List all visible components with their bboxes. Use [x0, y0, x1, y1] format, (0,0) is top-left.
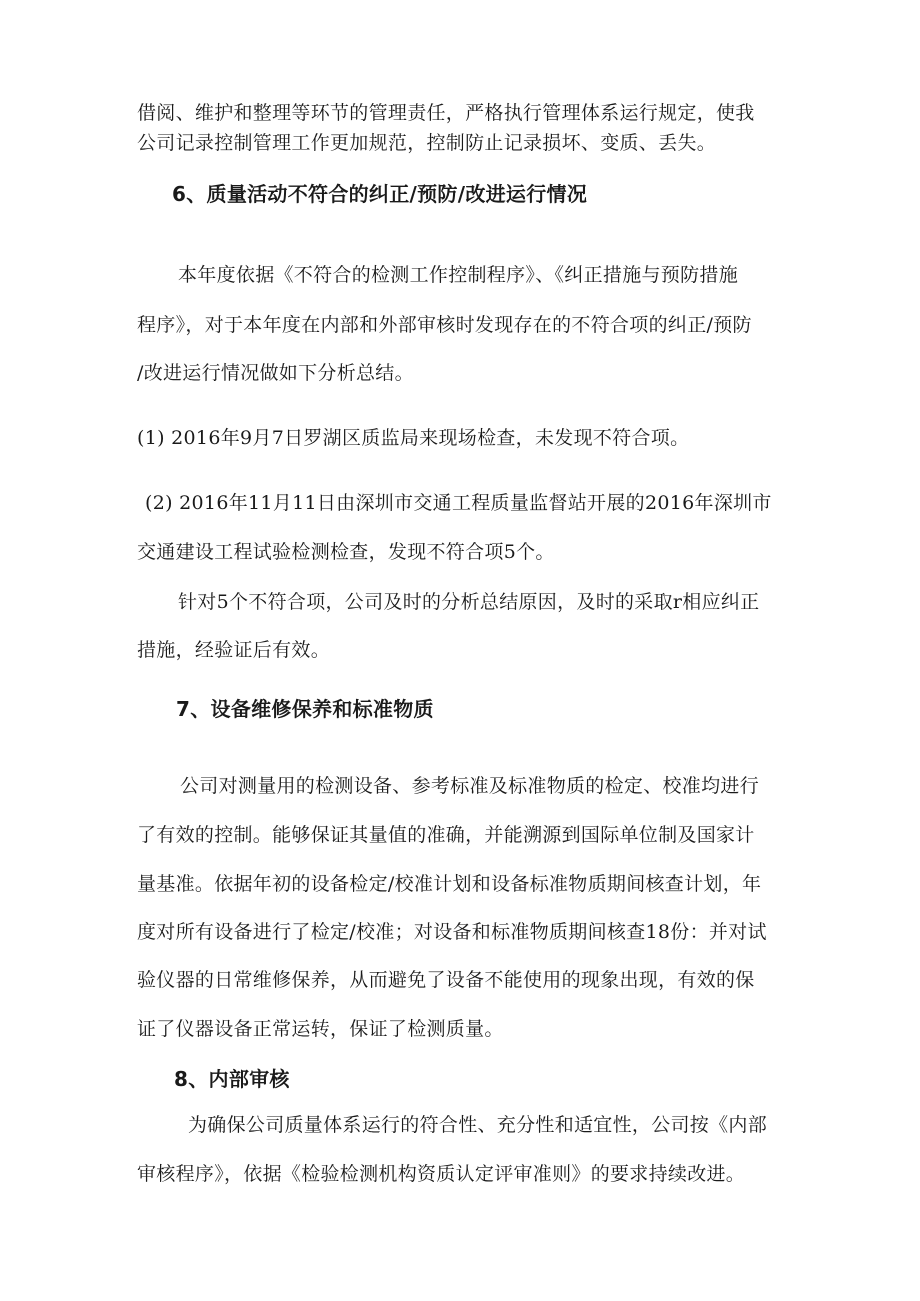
- section-6-heading: 6、质量活动不符合的纠正/预防/改进运行情况: [172, 182, 588, 206]
- section-6-para2-line-2: 措施，经验证后有效。: [137, 639, 331, 661]
- section-6-item-1: (1) 2016年9月7日罗湖区质监局来现场检查，未发现不符合项。: [137, 427, 690, 449]
- section-6-para2-line-1: 针对5个不符合项，公司及时的分析总结原因，及时的采取r相应纠正: [178, 591, 760, 613]
- intro-line-1: 借阅、维护和整理等环节的管理责任，严格执行管理体系运行规定，使我: [137, 102, 755, 124]
- section-7-para-line-3: 量基准。依据年初的设备检定/校准计划和设备标准物质期间核查计划，年: [137, 873, 762, 895]
- section-7-para-line-5: 验仪器的日常维修保养，从而避免了设备不能使用的现象出现，有效的保: [137, 969, 755, 991]
- intro-line-2: 公司记录控制管理工作更加规范，控制防止记录损坏、变质、丢失。: [137, 132, 717, 154]
- section-7-para-line-2: 了有效的控制。能够保证其量值的准确，并能溯源到国际单位制及国家计: [137, 824, 755, 846]
- section-7-para-line-1: 公司对测量用的检测设备、参考标准及标准物质的检定、校准均进行: [180, 775, 760, 797]
- section-6-para1-line-1: 本年度依据《不符合的检测工作控制程序》、《纠正措施与预防措施: [178, 264, 739, 286]
- section-8-heading: 8、内部审核: [174, 1067, 290, 1091]
- section-8-para-line-2: 审核程序》，依据《检验检测机构资质认定评审准则》的要求持续改进。: [137, 1163, 746, 1185]
- section-6-item-2-line-1: (2) 2016年11月11日由深圳市交通工程质量监督站开展的2016年深圳市: [145, 492, 772, 514]
- section-6-para1-line-3: /改进运行情况做如下分析总结。: [137, 362, 414, 384]
- section-8-para-line-1: 为确保公司质量体系运行的符合性、充分性和适宜性，公司按《内部: [188, 1114, 768, 1136]
- section-6-para1-line-2: 程序》，对于本年度在内部和外部审核时发现存在的不符合项的纠正/预防: [137, 314, 752, 336]
- section-7-para-line-4: 度对所有设备进行了检定/校准；对设备和标准物质期间核查18份：并对试: [137, 921, 767, 943]
- section-7-heading: 7、设备维修保养和标准物质: [176, 697, 434, 721]
- section-7-para-line-6: 证了仪器设备正常运转，保证了检测质量。: [137, 1018, 504, 1040]
- section-6-item-2-line-2: 交通建设工程试验检测检查，发现不符合项5个。: [137, 541, 555, 563]
